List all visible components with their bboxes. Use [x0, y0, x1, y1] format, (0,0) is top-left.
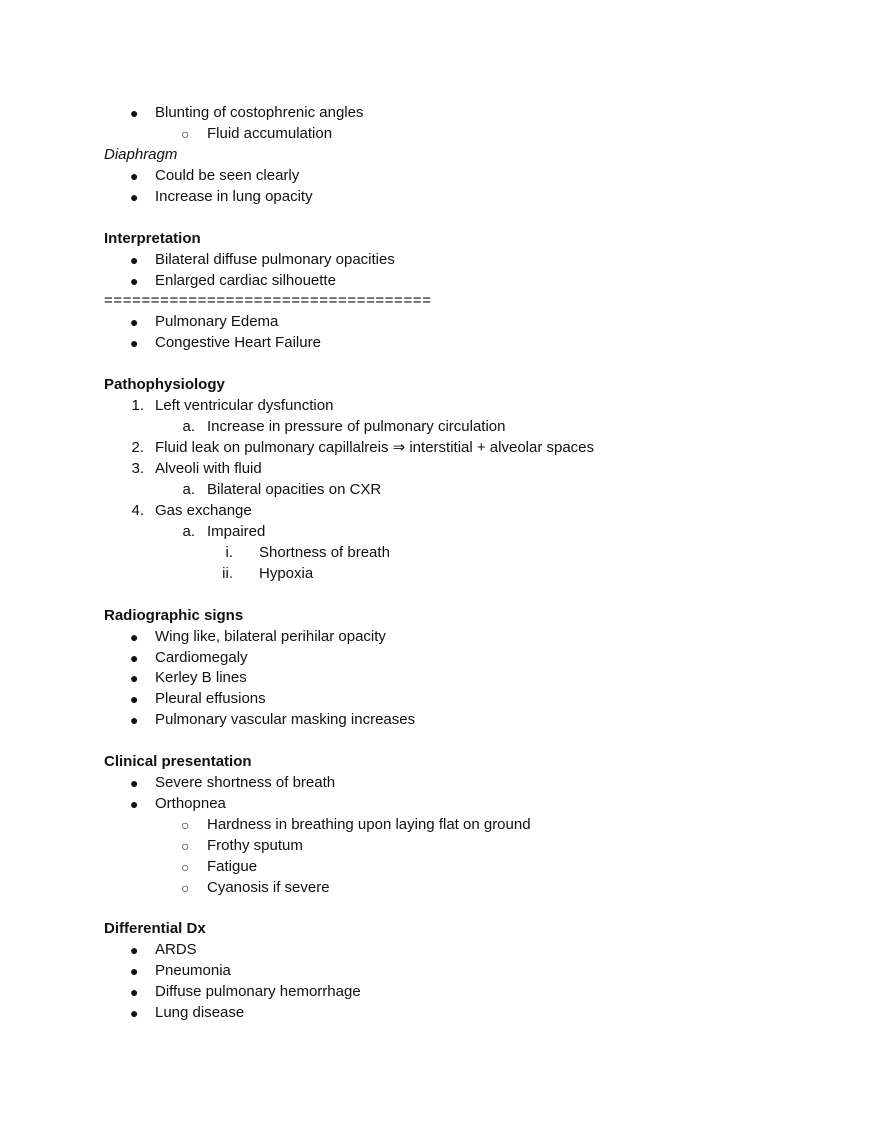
bullet-marker: ●: [130, 775, 139, 791]
bullet-marker: ●: [130, 168, 139, 184]
list-item: Lung disease: [155, 1004, 245, 1021]
list-subitem: Cyanosis if severe: [207, 879, 330, 896]
list-item: ARDS: [155, 941, 197, 958]
list-item: Diffuse pulmonary hemorrhage: [155, 983, 361, 1000]
section-heading-interpretation: Interpretation: [104, 230, 201, 247]
list-item: Kerley B lines: [155, 669, 247, 686]
letter-marker: a.: [182, 523, 195, 540]
list-subitem: Fatigue: [207, 858, 258, 875]
list-item: Congestive Heart Failure: [155, 334, 321, 351]
list-item: Orthopnea: [155, 795, 226, 812]
list-subitem: Frothy sputum: [207, 837, 303, 854]
bullet-marker: ●: [130, 650, 139, 666]
list-subitem: Hardness in breathing upon laying flat on ground: [207, 816, 531, 833]
bullet-marker: ●: [130, 942, 139, 958]
bullet-marker: ●: [130, 1005, 139, 1021]
divider-line: ===================================: [104, 292, 432, 309]
list-subitem: Impaired: [207, 523, 266, 540]
bullet-marker: ●: [130, 105, 139, 121]
number-marker: 2.: [131, 439, 144, 456]
section-heading-differential: Differential Dx: [104, 920, 206, 937]
list-item: Pulmonary Edema: [155, 313, 279, 330]
bullet-marker: ●: [130, 796, 139, 812]
list-item: Pneumonia: [155, 962, 231, 979]
number-marker: 1.: [131, 397, 144, 414]
bullet-marker: ●: [130, 670, 139, 686]
bullet-marker: ●: [130, 252, 139, 268]
list-item: Cardiomegaly: [155, 649, 248, 666]
diaphragm-label: Diaphragm: [104, 146, 178, 163]
bullet-marker: ●: [130, 691, 139, 707]
roman-marker: ii.: [222, 565, 233, 582]
number-marker: 4.: [131, 502, 144, 519]
list-item: Blunting of costophrenic angles: [155, 104, 364, 121]
list-item: Enlarged cardiac silhouette: [155, 272, 336, 289]
sub-bullet-marker: ○: [181, 880, 190, 896]
bullet-marker: ●: [130, 335, 139, 351]
list-item: Bilateral diffuse pulmonary opacities: [155, 251, 395, 268]
bullet-marker: ●: [130, 629, 139, 645]
letter-marker: a.: [182, 418, 195, 435]
list-item: Alveoli with fluid: [155, 460, 262, 477]
list-subitem: Fluid accumulation: [207, 125, 333, 142]
list-item: Wing like, bilateral perihilar opacity: [155, 628, 386, 645]
bullet-marker: ●: [130, 963, 139, 979]
list-item: Left ventricular dysfunction: [155, 397, 334, 414]
list-subitem: Increase in pressure of pulmonary circulation: [207, 418, 506, 435]
list-item: Pulmonary vascular masking increases: [155, 711, 416, 728]
sub-bullet-marker: ○: [181, 859, 190, 875]
bullet-marker: ●: [130, 712, 139, 728]
number-marker: 3.: [131, 460, 144, 477]
list-item: Severe shortness of breath: [155, 774, 336, 791]
bullet-marker: ●: [130, 189, 139, 205]
list-subsubitem: Hypoxia: [259, 565, 314, 582]
list-subsubitem: Shortness of breath: [259, 544, 390, 561]
list-item: Fluid leak on pulmonary capillalreis ⇒ interstitial + alveolar spaces: [155, 439, 595, 456]
sub-bullet-marker: ○: [181, 126, 190, 142]
list-item: Increase in lung opacity: [155, 188, 313, 205]
section-heading-radiographic: Radiographic signs: [104, 607, 244, 624]
bullet-marker: ●: [130, 314, 139, 330]
list-subitem: Bilateral opacities on CXR: [207, 481, 382, 498]
list-item: Gas exchange: [155, 502, 252, 519]
list-item: Pleural effusions: [155, 690, 266, 707]
bullet-marker: ●: [130, 984, 139, 1000]
section-heading-clinical: Clinical presentation: [104, 753, 252, 770]
section-heading-pathophysiology: Pathophysiology: [104, 376, 225, 393]
sub-bullet-marker: ○: [181, 838, 190, 854]
list-item: Could be seen clearly: [155, 167, 300, 184]
bullet-marker: ●: [130, 273, 139, 289]
sub-bullet-marker: ○: [181, 817, 190, 833]
letter-marker: a.: [182, 481, 195, 498]
roman-marker: i.: [225, 544, 233, 561]
